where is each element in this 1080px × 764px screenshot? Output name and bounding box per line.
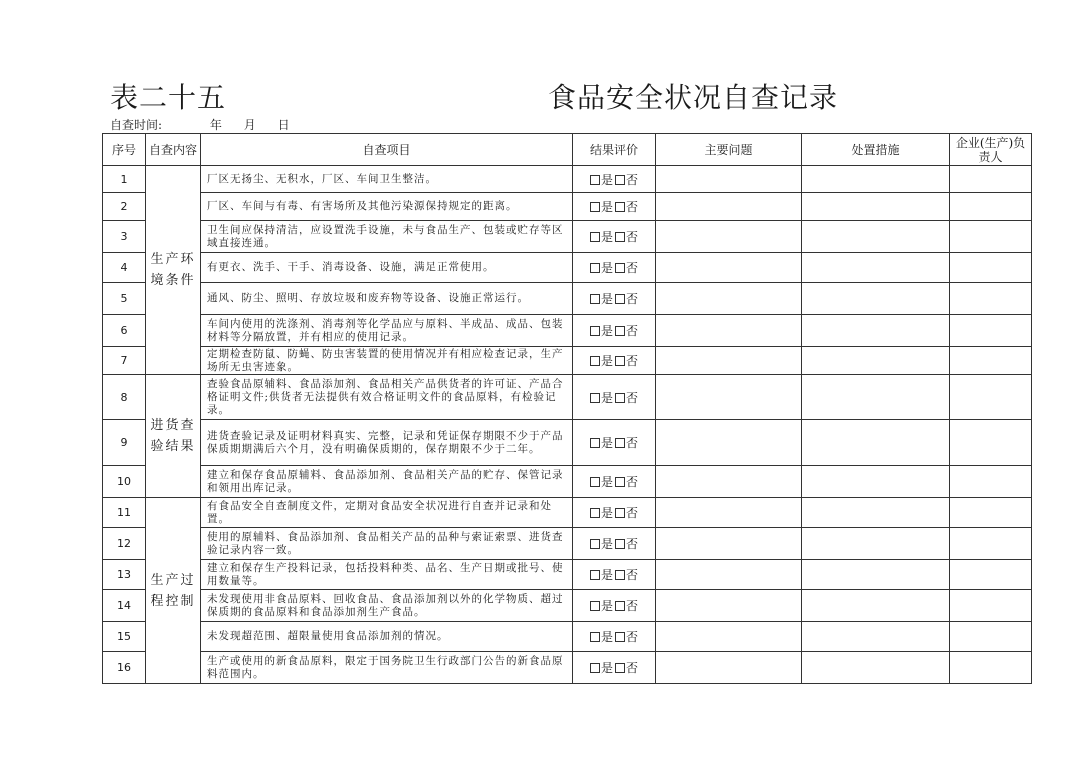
yes-checkbox[interactable]: [590, 175, 600, 185]
header-measures: 处置措施: [802, 134, 950, 166]
no-label: 否: [626, 172, 640, 187]
row-number: 13: [103, 560, 146, 590]
result-evaluation: [573, 315, 656, 347]
no-label: 否: [626, 537, 640, 551]
category-cell: 生产过程控制: [146, 498, 201, 684]
yes-checkbox[interactable]: [590, 326, 600, 336]
yes-label: 是: [600, 292, 614, 306]
self-check-table: [102, 133, 1032, 684]
no-label: 否: [626, 630, 640, 644]
row-number: 10: [103, 466, 146, 498]
no-label: 否: [626, 354, 640, 368]
measures-cell[interactable]: [802, 375, 950, 420]
row-number: 15: [103, 622, 146, 652]
row-number: 11: [103, 498, 146, 528]
date-fields: [210, 116, 290, 133]
measures-cell[interactable]: [802, 590, 950, 622]
responsible-cell[interactable]: [950, 466, 1032, 498]
table-row: [103, 253, 1032, 283]
result-evaluation: [573, 498, 656, 528]
issues-cell[interactable]: [656, 498, 802, 528]
check-item-text: 定期检查防鼠、防蝇、防虫害装置的使用情况并有相应检查记录，生产场所无虫害迹象。: [201, 347, 573, 375]
issues-cell[interactable]: [656, 560, 802, 590]
measures-cell[interactable]: [802, 420, 950, 466]
yes-checkbox[interactable]: [590, 393, 600, 403]
header-content: 自查内容: [146, 134, 201, 166]
yes-checkbox[interactable]: [590, 508, 600, 518]
yes-label: 是: [600, 599, 614, 613]
row-number: 3: [103, 221, 146, 253]
yes-label: 是: [600, 436, 614, 450]
measures-cell[interactable]: [802, 315, 950, 347]
no-label: 否: [626, 436, 640, 450]
yes-checkbox[interactable]: [590, 663, 600, 673]
issues-cell[interactable]: [656, 420, 802, 466]
yes-label: 是: [600, 568, 614, 582]
responsible-cell[interactable]: [950, 221, 1032, 253]
yes-label: 是: [600, 390, 614, 405]
responsible-cell[interactable]: [950, 420, 1032, 466]
table-row: [103, 466, 1032, 498]
header-issues: 主要问题: [656, 134, 802, 166]
responsible-cell[interactable]: [950, 498, 1032, 528]
no-checkbox[interactable]: [615, 477, 625, 487]
responsible-cell[interactable]: [950, 652, 1032, 684]
table-row: [103, 498, 1032, 528]
check-item-text: 建立和保存生产投料记录，包括投料种类、品名、生产日期或批号、使用数量等。: [201, 560, 573, 590]
no-checkbox[interactable]: [615, 326, 625, 336]
row-number: 8: [103, 375, 146, 420]
issues-cell[interactable]: [656, 375, 802, 420]
year-label: 年: [209, 118, 222, 132]
header-responsible: 企业(生产)负责人: [950, 134, 1032, 166]
no-label: 否: [626, 599, 640, 613]
responsible-cell[interactable]: [950, 528, 1032, 560]
yes-label: 是: [600, 172, 614, 187]
no-label: 否: [626, 475, 640, 489]
responsible-cell[interactable]: [950, 560, 1032, 590]
measures-cell[interactable]: [802, 622, 950, 652]
issues-cell[interactable]: [656, 590, 802, 622]
table-row: [103, 221, 1032, 253]
no-label: 否: [626, 200, 640, 214]
no-label: 否: [626, 661, 640, 675]
no-checkbox[interactable]: [615, 294, 625, 304]
result-evaluation: [573, 560, 656, 590]
no-label: 否: [626, 390, 640, 405]
check-item-text: 使用的原辅料、食品添加剂、食品相关产品的品种与索证索票、进货查验记录内容一致。: [201, 528, 573, 560]
table-row: [103, 420, 1032, 466]
category-cell: 进货查验结果: [146, 375, 201, 498]
yes-checkbox[interactable]: [590, 232, 600, 242]
table-row: [103, 622, 1032, 652]
no-checkbox[interactable]: [615, 356, 625, 366]
result-evaluation: [573, 590, 656, 622]
no-label: 否: [626, 292, 640, 306]
table-body: [103, 166, 1032, 684]
yes-checkbox[interactable]: [590, 294, 600, 304]
no-checkbox[interactable]: [615, 570, 625, 580]
result-evaluation: [573, 375, 656, 420]
check-item-text: 卫生间应保持清洁，应设置洗手设施，未与食品生产、包装或贮存等区域直接连通。: [201, 221, 573, 253]
result-evaluation: [573, 652, 656, 684]
row-number: 16: [103, 652, 146, 684]
table-row: [103, 375, 1032, 420]
no-checkbox[interactable]: [615, 539, 625, 549]
no-checkbox[interactable]: [615, 232, 625, 242]
check-time-line: [110, 116, 290, 133]
table-row: [103, 315, 1032, 347]
result-evaluation: [573, 166, 656, 193]
check-item-text: 进货查验记录及证明材料真实、完整，记录和凭证保存期限不少于产品保质期期满后六个月，没有明确保质期的，保存期限不少于二年。: [201, 420, 573, 466]
issues-cell[interactable]: [656, 652, 802, 684]
table-row: [103, 283, 1032, 315]
measures-cell[interactable]: [802, 466, 950, 498]
yes-checkbox[interactable]: [590, 539, 600, 549]
row-number: 5: [103, 283, 146, 315]
no-label: 否: [626, 324, 640, 338]
category-cell: 生产环境条件: [146, 166, 201, 375]
yes-checkbox[interactable]: [590, 632, 600, 642]
check-item-text: 车间内使用的洗涤剂、消毒剂等化学品应与原料、半成品、成品、包装材料等分隔放置，并有相应的使用记录。: [201, 315, 573, 347]
yes-checkbox[interactable]: [590, 438, 600, 448]
responsible-cell[interactable]: [950, 166, 1032, 193]
measures-cell[interactable]: [802, 347, 950, 375]
check-item-text: 通风、防尘、照明、存放垃圾和废弃物等设备、设施正常运行。: [201, 283, 573, 315]
form-number: 表二十五: [110, 81, 227, 114]
check-item-text: 未发现超范围、超限量使用食品添加剂的情况。: [201, 622, 573, 652]
document-title: 食品安全状况自查记录: [548, 81, 839, 114]
issues-cell[interactable]: [656, 622, 802, 652]
yes-checkbox[interactable]: [590, 601, 600, 611]
no-label: 否: [626, 568, 640, 582]
check-item-text: 未发现使用非食品原料、回收食品、食品添加剂以外的化学物质、超过保质期的食品原料和食品添加剂生产食品。: [201, 590, 573, 622]
table-row: [103, 652, 1032, 684]
check-item-text: 有更衣、洗手、干手、消毒设备、设施，满足正常使用。: [201, 253, 573, 283]
yes-label: 是: [600, 261, 614, 275]
no-checkbox[interactable]: [615, 202, 625, 212]
measures-cell[interactable]: [802, 221, 950, 253]
measures-cell[interactable]: [802, 528, 950, 560]
measures-cell[interactable]: [802, 193, 950, 221]
yes-checkbox[interactable]: [590, 477, 600, 487]
yes-label: 是: [600, 230, 614, 244]
responsible-cell[interactable]: [950, 590, 1032, 622]
result-evaluation: [573, 420, 656, 466]
measures-cell[interactable]: [802, 283, 950, 315]
issues-cell[interactable]: [656, 253, 802, 283]
yes-label: 是: [600, 200, 614, 214]
no-checkbox[interactable]: [615, 601, 625, 611]
yes-label: 是: [600, 506, 614, 520]
check-item-text: 生产或使用的新食品原料，限定于国务院卫生行政部门公告的新食品原料范围内。: [201, 652, 573, 684]
no-label: 否: [626, 261, 640, 275]
table-row: [103, 528, 1032, 560]
responsible-cell[interactable]: [950, 253, 1032, 283]
responsible-cell[interactable]: [950, 283, 1032, 315]
yes-checkbox[interactable]: [590, 263, 600, 273]
check-item-text: 建立和保存食品原辅料、食品添加剂、食品相关产品的贮存、保管记录和领用出库记录。: [201, 466, 573, 498]
row-number: 14: [103, 590, 146, 622]
yes-checkbox[interactable]: [590, 356, 600, 366]
row-number: 12: [103, 528, 146, 560]
no-checkbox[interactable]: [615, 663, 625, 673]
table-row: [103, 560, 1032, 590]
measures-cell[interactable]: [802, 166, 950, 193]
measures-cell[interactable]: [802, 253, 950, 283]
result-evaluation: [573, 466, 656, 498]
result-evaluation: [573, 283, 656, 315]
table-row: [103, 347, 1032, 375]
issues-cell[interactable]: [656, 166, 802, 193]
responsible-cell[interactable]: [950, 375, 1032, 420]
yes-label: 是: [600, 537, 614, 551]
check-item-text: 有食品安全自查制度文件，定期对食品安全状况进行自查并记录和处置。: [201, 498, 573, 528]
responsible-cell[interactable]: [950, 347, 1032, 375]
table-row: [103, 193, 1032, 221]
result-evaluation: [573, 253, 656, 283]
issues-cell[interactable]: [656, 528, 802, 560]
no-checkbox[interactable]: [615, 438, 625, 448]
yes-checkbox[interactable]: [590, 570, 600, 580]
no-checkbox[interactable]: [615, 175, 625, 185]
day-label: 日: [277, 118, 290, 132]
check-item-text: 厂区无扬尘、无积水，厂区、车间卫生整洁。: [201, 166, 573, 193]
yes-label: 是: [600, 324, 614, 338]
row-number: 2: [103, 193, 146, 221]
month-label: 月: [243, 118, 256, 132]
header-result: 结果评价: [573, 134, 656, 166]
no-label: 否: [626, 230, 640, 244]
responsible-cell[interactable]: [950, 315, 1032, 347]
row-number: 6: [103, 315, 146, 347]
table-row: [103, 590, 1032, 622]
yes-label: 是: [600, 475, 614, 489]
responsible-cell[interactable]: [950, 622, 1032, 652]
no-checkbox[interactable]: [615, 632, 625, 642]
row-number: 9: [103, 420, 146, 466]
no-label: 否: [626, 506, 640, 520]
responsible-cell[interactable]: [950, 193, 1032, 221]
result-evaluation: [573, 347, 656, 375]
yes-checkbox[interactable]: [590, 202, 600, 212]
table-header-row: [103, 134, 1032, 166]
result-evaluation: [573, 528, 656, 560]
yes-label: 是: [600, 354, 614, 368]
row-number: 1: [103, 166, 146, 193]
issues-cell[interactable]: [656, 221, 802, 253]
issues-cell[interactable]: [656, 193, 802, 221]
yes-label: 是: [600, 630, 614, 644]
issues-cell[interactable]: [656, 466, 802, 498]
issues-cell[interactable]: [656, 283, 802, 315]
table-row: [103, 166, 1032, 193]
no-checkbox[interactable]: [615, 263, 625, 273]
result-evaluation: [573, 221, 656, 253]
result-evaluation: [573, 193, 656, 221]
measures-cell[interactable]: [802, 560, 950, 590]
row-number: 4: [103, 253, 146, 283]
check-time-label: 自查时间:: [110, 118, 163, 132]
issues-cell[interactable]: [656, 315, 802, 347]
row-number: 7: [103, 347, 146, 375]
check-item-text: 查验食品原辅料、食品添加剂、食品相关产品供货者的许可证、产品合格证明文件;供货者无法提供有效合格证明文件的食品原料，有检验记录。: [201, 375, 573, 420]
check-item-text: 厂区、车间与有毒、有害场所及其他污染源保持规定的距离。: [201, 193, 573, 221]
yes-label: 是: [600, 661, 614, 675]
no-checkbox[interactable]: [615, 508, 625, 518]
issues-cell[interactable]: [656, 347, 802, 375]
measures-cell[interactable]: [802, 652, 950, 684]
measures-cell[interactable]: [802, 498, 950, 528]
no-checkbox[interactable]: [615, 393, 625, 403]
header-seq: 序号: [103, 134, 146, 166]
result-evaluation: [573, 622, 656, 652]
header-item: 自查项目: [201, 134, 573, 166]
